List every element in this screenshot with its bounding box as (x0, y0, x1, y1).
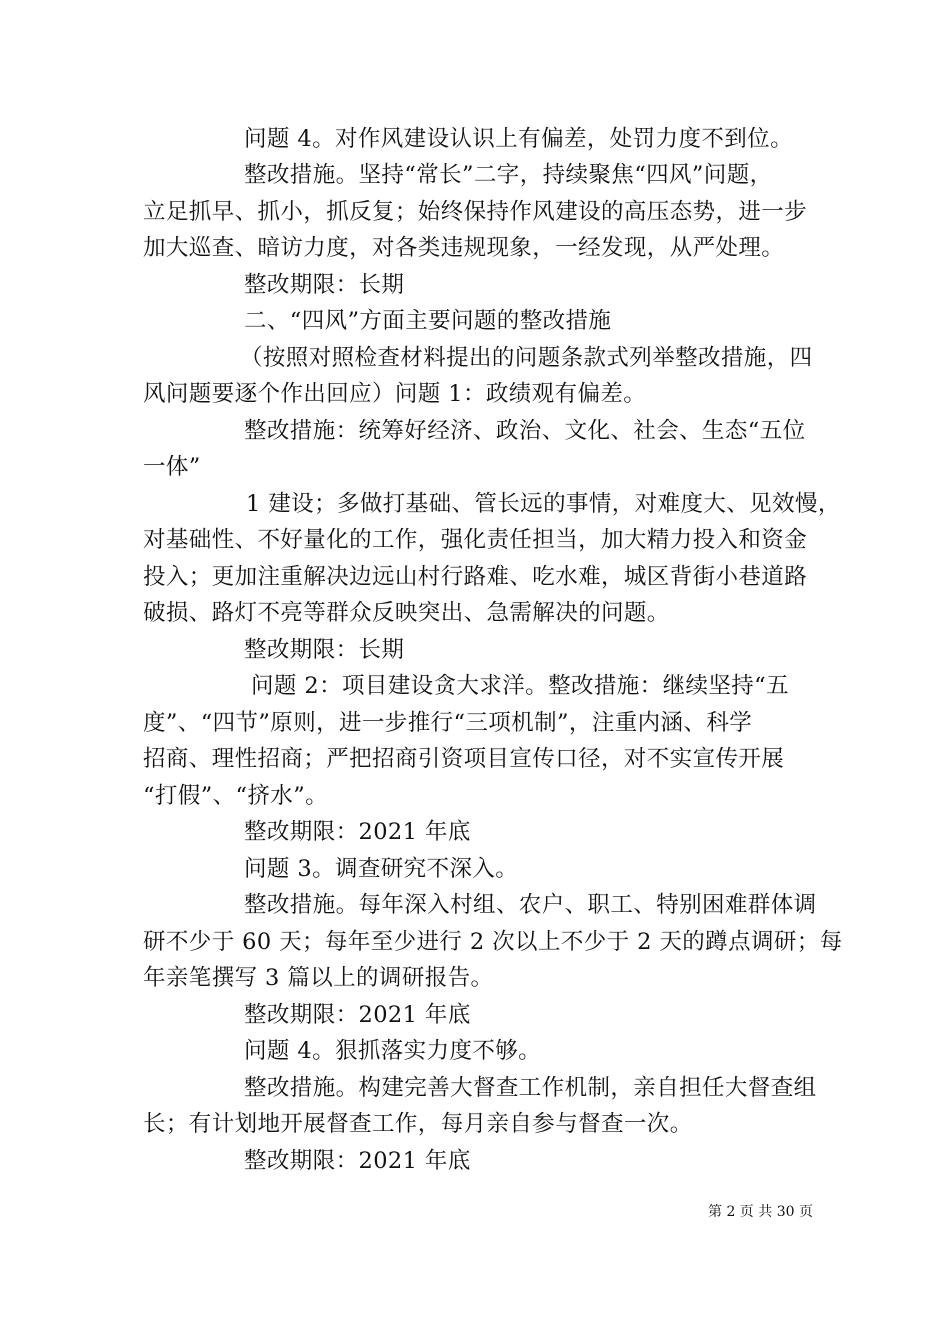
text-line: 整改措施。坚持“常长”二字，持续聚焦“四风”问题， (244, 162, 773, 188)
text-line: 度”、“四节”原则，进一步推行“三项机制”，注重内涵、科学 (143, 710, 753, 736)
text-line: 整改期限：2021 年底 (244, 1148, 471, 1174)
text-line: 对基础性、不好量化的工作，强化责任担当，加大精力投入和资金 (143, 527, 808, 553)
text-line: 整改措施。每年深入村组、农户、职工、特别困难群体调 (244, 892, 817, 918)
text-line: 长；有计划地开展督查工作，每月亲自参与督查一次。 (143, 1111, 693, 1137)
text-line: 整改措施。构建完善大督查工作机制，亲自担任大督查组 (244, 1075, 817, 1101)
text-line: 年亲笔撰写 3 篇以上的调研报告。 (143, 965, 494, 991)
text-line: （按照对照检查材料提出的问题条款式列举整改措施，四 (240, 345, 813, 371)
text-line: “打假”、“挤水”。 (143, 783, 329, 809)
text-line: 整改期限：2021 年底 (244, 1002, 471, 1028)
text-line: 加大巡查、暗访力度，对各类违规现象，一经发现，从严处理。 (143, 235, 785, 261)
text-line: 问题 4。狠抓落实力度不够。 (244, 1038, 542, 1064)
text-line: 立足抓早、抓小，抓反复；始终保持作风建设的高压态势，进一步 (143, 199, 808, 225)
text-line: 一体” (143, 454, 201, 480)
text-line: 投入；更加注重解决边远山村行路难、吃水难，城区背街小巷道路 (143, 564, 808, 590)
text-line: 研不少于 60 天；每年至少进行 2 次以上不少于 2 天的蹲点调研；每 (143, 929, 843, 955)
text-line: 1 建设；多做打基础、管长远的事情，对难度大、见效慢， (246, 491, 841, 517)
section-heading: 二、“四风”方面主要问题的整改措施 (244, 308, 612, 334)
page-number: 第 2 页 共 30 页 (708, 1204, 813, 1220)
text-line: 破损、路灯不亮等群众反映突出、急需解决的问题。 (143, 600, 670, 626)
text-line: 问题 3。调查研究不深入。 (244, 856, 519, 882)
text-line: 问题 2：项目建设贪大求洋。整改措施：继续坚持“五 (251, 673, 789, 699)
text-line: 招商、理性招商；严把招商引资项目宣传口径，对不实宣传开展 (143, 746, 785, 772)
text-line: 风问题要逐个作出回应）问题 1：政绩观有偏差。 (143, 381, 647, 407)
text-line: 整改措施：统筹好经济、政治、文化、社会、生态“五位 (244, 418, 806, 444)
text-line: 问题 4。对作风建设认识上有偏差，处罚力度不到位。 (244, 126, 793, 152)
text-line: 整改期限：2021 年底 (244, 819, 471, 845)
text-line: 整改期限：长期 (244, 637, 405, 663)
text-line: 整改期限：长期 (244, 272, 405, 298)
